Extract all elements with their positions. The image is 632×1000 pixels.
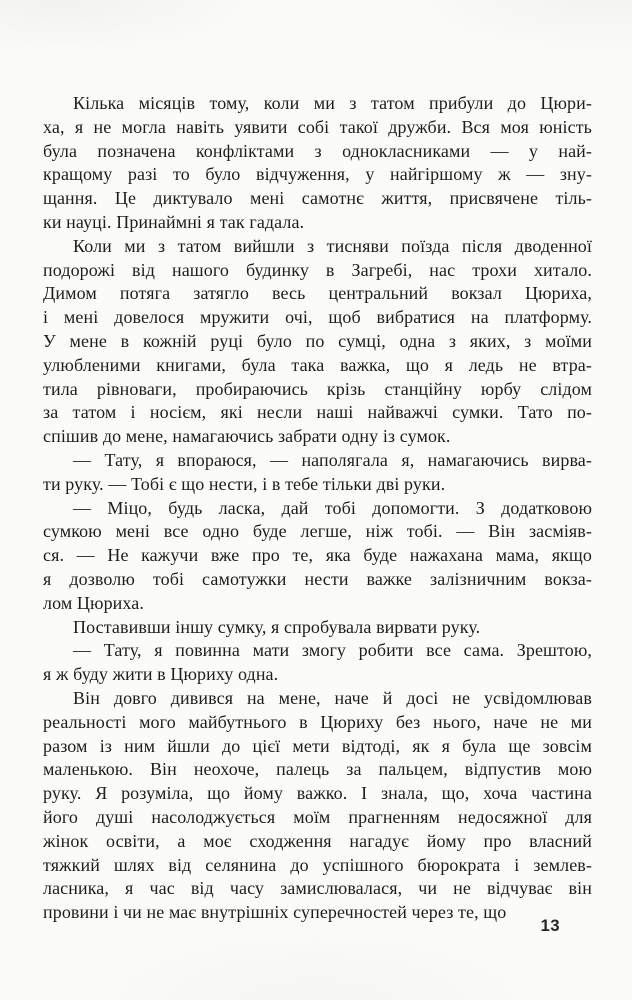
paragraph-7 bbox=[43, 687, 592, 925]
text-line: — Тату, я впораюся, — наполягала я, намагаючись вирва- bbox=[73, 449, 592, 470]
text-line: У мене в кожній руці було по сумці, одна з яких, з моїми bbox=[43, 330, 592, 351]
text-line: кращому разі то було відчуження, у найгіршому ж — зну- bbox=[43, 164, 592, 185]
paragraph-1 bbox=[43, 92, 592, 235]
paragraph-4 bbox=[43, 497, 592, 616]
text-line: Поставивши іншу сумку, я спробувала вирвати руку. bbox=[73, 616, 481, 637]
text-line: тяжкий шлях від селянина до успішного бюрократа і землев- bbox=[43, 854, 592, 875]
text-line: руку. Я розуміла, що йому важко. І знала, що, хоча частина bbox=[43, 783, 592, 804]
text-line: і мені довелося мружити очі, щоб вибратися на платформу. bbox=[43, 307, 592, 328]
text-line: разом із ним йшли до цієї мети відтоді, як я була ще зовсім bbox=[43, 735, 592, 756]
text-line: реальності мого майбутнього в Цюриху без нього, наче не ми bbox=[43, 711, 592, 732]
text-line: щання. Це диктувало мені самотнє життя, присвячене тіль- bbox=[43, 188, 592, 209]
text-line: Коли ми з татом вийшли з тисняви поїзда після дводенної bbox=[73, 235, 592, 256]
paragraph-2 bbox=[43, 235, 592, 449]
text-line: ласника, я час від часу замислювалася, чи не відчуває він bbox=[43, 878, 592, 899]
text-line: я дозволю тобі самотужки нести важке залізничним вокза- bbox=[43, 568, 592, 589]
text-line: за татом і носієм, які несли наші найважчі сумки. Тато по- bbox=[43, 402, 592, 423]
page-number: 13 bbox=[540, 917, 560, 935]
text-line: — Міцо, будь ласка, дай тобі допомогти. З додатковою bbox=[73, 497, 592, 518]
text-line: я ж буду жити в Цюриху одна. bbox=[43, 664, 279, 685]
text-line: Кілька місяців тому, коли ми з татом прибули до Цюри- bbox=[73, 93, 592, 113]
paragraph-5 bbox=[43, 616, 592, 640]
text-line: подорожі від нашого будинку в Загребі, нас трохи хитало. bbox=[43, 259, 592, 280]
text-line: лом Цюриха. bbox=[43, 592, 144, 613]
page-text bbox=[43, 92, 592, 925]
text-line: Димом потяга затягло весь центральний вокзал Цюриха, bbox=[43, 283, 592, 304]
text-line: тила рівноваги, пробираючись крізь станційну юрбу слідом bbox=[43, 378, 592, 399]
text-line: — Тату, я повинна мати змогу робити все сама. Зрештою, bbox=[73, 640, 592, 661]
text-line: сумкою мені все одно буде легше, ніж тобі. — Він засміяв- bbox=[43, 521, 592, 542]
text-line: маленькою. Він неохоче, палець за пальцем, відпустив мою bbox=[43, 759, 592, 780]
text-line: була позначена конфліктами з однокласниками — у най- bbox=[43, 140, 592, 161]
text-line: його душі насолоджується моїм прагненням недосяжної для bbox=[43, 806, 592, 827]
text-line: спішив до мене, намагаючись забрати одну із сумок. bbox=[43, 426, 451, 447]
text-line: улюбленими книгами, була така важка, що я ледь не втра- bbox=[43, 354, 592, 375]
paragraph-3 bbox=[43, 449, 592, 497]
text-line: жінок освіти, а моє сходження нагадує йому про власний bbox=[43, 830, 592, 851]
text-line: ся. — Не кажучи вже про те, яка буде нажахана мама, якщо bbox=[43, 545, 592, 566]
text-line: Він довго дивився на мене, наче й досі не усвідомлював bbox=[73, 687, 592, 708]
text-line: ти руку. — Тобі є що нести, і в тебе тільки дві руки. bbox=[43, 473, 446, 494]
paragraph-6 bbox=[43, 639, 592, 687]
text-line: ки науці. Принаймні я так гадала. bbox=[43, 211, 305, 232]
text-line: ха, я не могла навіть уявити собі такої дружби. Вся моя юність bbox=[43, 116, 592, 137]
text-line: провини і чи не має внутрішніх суперечностей через те, що bbox=[43, 902, 507, 923]
